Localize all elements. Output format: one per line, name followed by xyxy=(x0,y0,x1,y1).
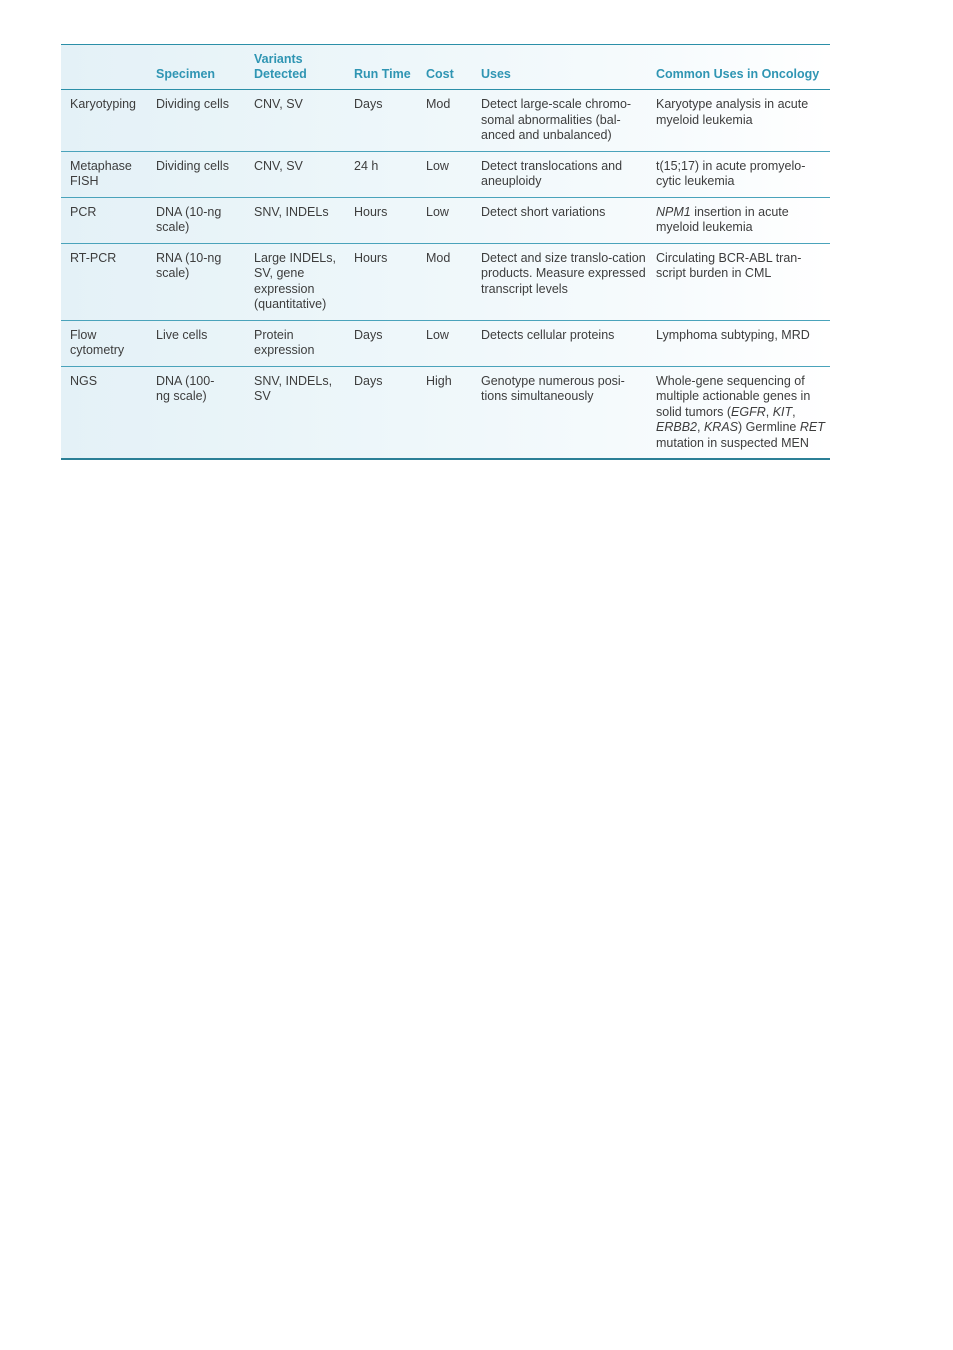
cell-runtime: Days xyxy=(345,320,417,366)
cell-method: NGS xyxy=(70,373,98,388)
cell-method: Metaphase FISH xyxy=(61,151,147,197)
cell-variants: Protein expression xyxy=(245,320,345,366)
gene-name: RET xyxy=(799,420,825,434)
cell-uses: Detect translocations and aneuploidy xyxy=(472,151,647,197)
gene-name: NPM1 xyxy=(656,204,691,219)
table-row xyxy=(61,151,830,197)
separator: , xyxy=(792,404,796,419)
table-row xyxy=(61,197,830,243)
table-row xyxy=(61,366,830,458)
cell-cost: Mod xyxy=(417,243,472,320)
oncology-text: insertion in acute myeloid leukemia xyxy=(656,204,789,234)
cell-cost: Mod xyxy=(417,90,472,152)
header-cost: Cost xyxy=(417,45,472,90)
cell-uses: Detects cellular proteins xyxy=(472,320,647,366)
header-oncology: Common Uses in Oncology xyxy=(647,45,830,90)
separator: , xyxy=(765,404,773,419)
methods-table xyxy=(61,45,830,458)
molecular-methods-table xyxy=(61,44,830,460)
cell-runtime: Hours xyxy=(345,197,417,243)
cell-specimen: Live cells xyxy=(147,320,245,366)
cell-variants: SNV, INDELs, SV xyxy=(254,373,333,403)
table-row xyxy=(61,320,830,366)
gene-name: EGFR xyxy=(731,404,766,419)
cell-oncology: Lymphoma subtyping, MRD xyxy=(647,320,830,366)
oncology-text: mutation in suspected MEN xyxy=(656,435,809,450)
cell-runtime: Days xyxy=(345,90,417,152)
cell-oncology xyxy=(647,197,830,243)
cell-specimen: RNA (10-ng scale) xyxy=(147,243,245,320)
cell-method: RT-PCR xyxy=(61,243,147,320)
oncology-text: ) Germline xyxy=(738,420,800,434)
cell-method: PCR xyxy=(61,197,147,243)
header-row xyxy=(61,45,830,90)
cell-runtime: Days xyxy=(354,373,383,388)
cell-cost: Low xyxy=(417,151,472,197)
header-specimen: Specimen xyxy=(147,45,245,90)
cell-cost: High xyxy=(426,373,452,388)
header-method xyxy=(61,45,147,90)
cell-oncology: Karyotype analysis in acute myeloid leukemia xyxy=(647,90,830,152)
cell-uses: Genotype numerous posi-tions simultaneously xyxy=(481,373,625,403)
header-uses: Uses xyxy=(472,45,647,90)
cell-method: Flow cytometry xyxy=(61,320,147,366)
header-variants: Variants Detected xyxy=(245,45,345,90)
cell-uses: Detect short variations xyxy=(472,197,647,243)
cell-variants: Large INDELs, SV, gene expression (quantitative) xyxy=(245,243,345,320)
cell-specimen: Dividing cells xyxy=(147,90,245,152)
cell-oncology: Circulating BCR-ABL tran-script burden in CML xyxy=(647,243,830,320)
cell-method: Karyotyping xyxy=(61,90,147,152)
cell-specimen: DNA (10-ng scale) xyxy=(147,197,245,243)
cell-oncology xyxy=(647,366,830,458)
cell-variants: CNV, SV xyxy=(245,151,345,197)
gene-name: KRAS xyxy=(703,420,738,434)
cell-uses: Detect and size translo-cation products. Measure expressed transcript levels xyxy=(472,243,647,320)
cell-specimen: Dividing cells xyxy=(147,151,245,197)
separator: , xyxy=(697,420,704,434)
table-row xyxy=(61,243,830,320)
gene-name: KIT xyxy=(772,404,793,419)
cell-cost: Low xyxy=(417,320,472,366)
cell-variants: CNV, SV xyxy=(245,90,345,152)
cell-runtime: Hours xyxy=(345,243,417,320)
cell-specimen: DNA (100- ng scale) xyxy=(156,373,215,403)
cell-runtime: 24 h xyxy=(345,151,417,197)
oncology-text: Whole-gene sequencing of multiple actionable genes in solid tumors ( xyxy=(656,373,811,419)
cell-cost: Low xyxy=(417,197,472,243)
table-row xyxy=(61,90,830,152)
cell-variants: SNV, INDELs xyxy=(245,197,345,243)
cell-uses: Detect large-scale chromo-somal abnormalities (bal-anced and unbalanced) xyxy=(472,90,647,152)
gene-name: ERBB2 xyxy=(656,420,697,434)
header-runtime: Run Time xyxy=(345,45,417,90)
cell-oncology: t(15;17) in acute promyelo-cytic leukemia xyxy=(647,151,830,197)
